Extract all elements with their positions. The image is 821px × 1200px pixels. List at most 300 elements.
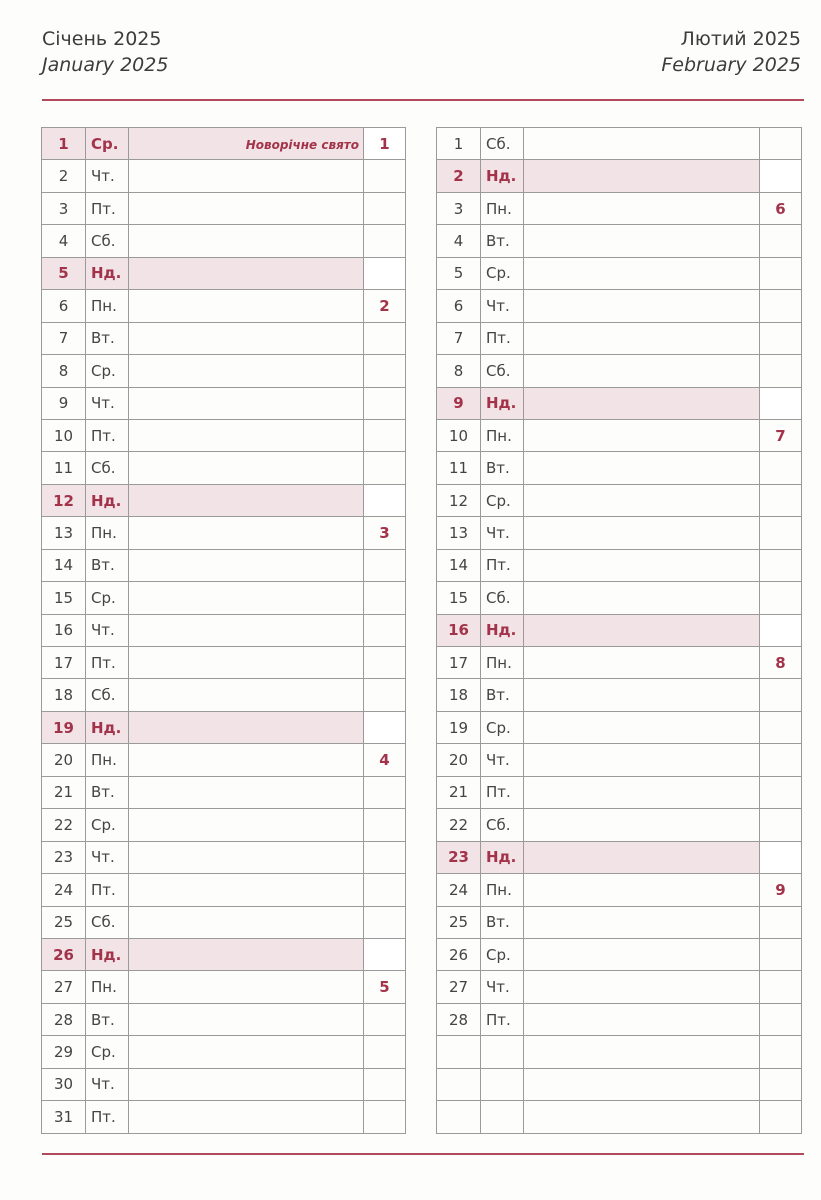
week-number (760, 906, 802, 938)
note-cell[interactable] (129, 192, 364, 224)
day-row[interactable] (437, 322, 802, 354)
note-cell[interactable] (129, 419, 364, 451)
weekday-label: Ср. (86, 128, 129, 160)
day-number: 17 (42, 647, 86, 679)
day-row[interactable] (437, 582, 802, 614)
note-cell[interactable] (129, 938, 364, 970)
day-number: 20 (437, 744, 481, 776)
day-row[interactable] (42, 257, 406, 289)
day-row[interactable] (42, 776, 406, 808)
weekday-label: Ср. (86, 582, 129, 614)
day-row[interactable] (42, 128, 406, 160)
day-number: 27 (42, 971, 86, 1003)
day-row[interactable] (42, 874, 406, 906)
week-number (364, 776, 406, 808)
note-cell[interactable] (524, 841, 760, 873)
weekday-label: Сб. (481, 582, 524, 614)
note-cell[interactable] (129, 1036, 364, 1068)
weekday-label: Чт. (86, 387, 129, 419)
note-cell[interactable] (129, 874, 364, 906)
week-number (364, 452, 406, 484)
week-number (364, 809, 406, 841)
day-number: 11 (42, 452, 86, 484)
weekday-label: Чт. (86, 160, 129, 192)
day-number: 24 (437, 874, 481, 906)
note-cell[interactable] (524, 549, 760, 581)
weekday-label (481, 1036, 524, 1068)
weekday-label: Ср. (481, 484, 524, 516)
week-number (760, 225, 802, 257)
week-number (364, 387, 406, 419)
day-row[interactable] (42, 971, 406, 1003)
week-number: 6 (760, 192, 802, 224)
day-number: 7 (437, 322, 481, 354)
note-cell[interactable] (524, 971, 760, 1003)
week-number (364, 549, 406, 581)
week-number: 3 (364, 517, 406, 549)
day-number: 21 (42, 776, 86, 808)
week-number (760, 582, 802, 614)
month-title-ua: Січень 2025 (42, 28, 162, 50)
weekday-label: Ср. (481, 938, 524, 970)
weekday-label: Пн. (86, 517, 129, 549)
weekday-label: Вт. (86, 776, 129, 808)
day-number: 8 (437, 355, 481, 387)
day-row[interactable] (42, 355, 406, 387)
weekday-label: Сб. (86, 225, 129, 257)
day-number: 16 (42, 614, 86, 646)
day-number: 1 (437, 128, 481, 160)
day-number: 9 (42, 387, 86, 419)
day-number: 4 (42, 225, 86, 257)
weekday-label: Вт. (86, 1003, 129, 1035)
day-number: 11 (437, 452, 481, 484)
day-row[interactable] (437, 874, 802, 906)
week-number (760, 517, 802, 549)
note-cell[interactable] (524, 582, 760, 614)
week-number (364, 1003, 406, 1035)
week-number (760, 257, 802, 289)
weekday-label: Пт. (86, 874, 129, 906)
day-number: 5 (42, 257, 86, 289)
day-number: 19 (437, 711, 481, 743)
weekday-label: Чт. (481, 971, 524, 1003)
weekday-label (481, 1101, 524, 1133)
weekday-label: Пн. (481, 192, 524, 224)
day-number: 21 (437, 776, 481, 808)
day-number: 1 (42, 128, 86, 160)
day-row[interactable] (437, 128, 802, 160)
week-number (760, 938, 802, 970)
day-number: 24 (42, 874, 86, 906)
weekday-label: Сб. (86, 906, 129, 938)
day-row[interactable] (437, 679, 802, 711)
day-number: 14 (437, 549, 481, 581)
week-number (760, 290, 802, 322)
day-row[interactable] (437, 355, 802, 387)
day-row[interactable] (42, 192, 406, 224)
note-cell[interactable] (129, 744, 364, 776)
weekday-label: Пт. (86, 1101, 129, 1133)
note-cell[interactable] (524, 906, 760, 938)
month-title-en: January 2025 (42, 54, 169, 76)
day-row[interactable] (42, 1068, 406, 1100)
day-row[interactable] (42, 225, 406, 257)
note-cell[interactable] (524, 160, 760, 192)
day-row[interactable] (42, 614, 406, 646)
february-header (661, 26, 801, 78)
footer-divider (42, 1153, 804, 1155)
day-row[interactable] (437, 938, 802, 970)
day-row[interactable] (437, 160, 802, 192)
day-row[interactable] (437, 290, 802, 322)
note-cell[interactable] (524, 874, 760, 906)
weekday-label: Вт. (481, 225, 524, 257)
note-cell[interactable] (524, 419, 760, 451)
day-number (437, 1068, 481, 1100)
weekday-label: Пт. (86, 419, 129, 451)
note-cell[interactable] (524, 1101, 760, 1133)
day-row[interactable] (42, 387, 406, 419)
day-row[interactable] (437, 614, 802, 646)
note-cell[interactable] (524, 355, 760, 387)
weekday-label: Пн. (86, 971, 129, 1003)
day-row[interactable] (42, 549, 406, 581)
day-number: 19 (42, 711, 86, 743)
january-header (42, 26, 168, 78)
weekday-label: Нд. (86, 484, 129, 516)
weekday-label: Пн. (86, 290, 129, 322)
day-row[interactable] (42, 679, 406, 711)
day-row[interactable] (42, 809, 406, 841)
week-number (364, 906, 406, 938)
week-number (760, 355, 802, 387)
week-number (364, 355, 406, 387)
note-cell[interactable] (129, 257, 364, 289)
day-number: 16 (437, 614, 481, 646)
week-number (760, 679, 802, 711)
weekday-label: Нд. (86, 711, 129, 743)
day-row[interactable] (42, 160, 406, 192)
day-row[interactable] (437, 225, 802, 257)
weekday-label: Вт. (86, 549, 129, 581)
note-cell[interactable] (129, 906, 364, 938)
note-cell[interactable] (129, 225, 364, 257)
day-row[interactable] (437, 841, 802, 873)
note-cell[interactable] (524, 1003, 760, 1035)
day-row[interactable] (42, 841, 406, 873)
week-number (760, 971, 802, 1003)
week-number (364, 1036, 406, 1068)
day-row[interactable] (42, 517, 406, 549)
month-title-en: February 2025 (661, 54, 801, 76)
note-cell[interactable] (524, 517, 760, 549)
day-row[interactable] (42, 647, 406, 679)
day-row[interactable] (437, 549, 802, 581)
note-cell[interactable] (129, 355, 364, 387)
note-cell[interactable] (129, 290, 364, 322)
weekday-label: Ср. (481, 711, 524, 743)
day-number: 13 (437, 517, 481, 549)
week-number (364, 160, 406, 192)
note-cell[interactable] (129, 549, 364, 581)
weekday-label: Пт. (86, 647, 129, 679)
day-row[interactable] (42, 1101, 406, 1133)
week-number (364, 614, 406, 646)
day-row[interactable] (437, 484, 802, 516)
day-number: 6 (42, 290, 86, 322)
weekday-label: Вт. (86, 322, 129, 354)
note-cell[interactable] (524, 128, 760, 160)
day-number (437, 1101, 481, 1133)
day-row[interactable] (437, 647, 802, 679)
february-calendar-table (436, 127, 802, 1134)
day-row[interactable] (42, 484, 406, 516)
day-number: 7 (42, 322, 86, 354)
weekday-label (481, 1068, 524, 1100)
day-number: 23 (42, 841, 86, 873)
day-row[interactable] (437, 1068, 802, 1100)
note-cell[interactable] (524, 614, 760, 646)
week-number (760, 128, 802, 160)
note-cell[interactable] (129, 971, 364, 1003)
week-number (364, 711, 406, 743)
week-number (760, 549, 802, 581)
weekday-label: Нд. (86, 257, 129, 289)
weekday-label: Ср. (86, 355, 129, 387)
day-row[interactable] (437, 1101, 802, 1133)
week-number: 2 (364, 290, 406, 322)
day-number: 22 (42, 809, 86, 841)
weekday-label: Пн. (86, 744, 129, 776)
day-number: 20 (42, 744, 86, 776)
day-number: 27 (437, 971, 481, 1003)
day-row[interactable] (42, 1036, 406, 1068)
day-row[interactable] (437, 192, 802, 224)
weekday-label: Пн. (481, 647, 524, 679)
week-number (364, 874, 406, 906)
day-row[interactable] (42, 322, 406, 354)
week-number: 7 (760, 419, 802, 451)
week-number (760, 711, 802, 743)
day-number: 22 (437, 809, 481, 841)
day-row[interactable] (437, 776, 802, 808)
week-number (760, 1101, 802, 1133)
weekday-label: Чт. (481, 290, 524, 322)
day-row[interactable] (437, 971, 802, 1003)
weekday-label: Сб. (481, 128, 524, 160)
day-row[interactable] (42, 419, 406, 451)
day-number: 6 (437, 290, 481, 322)
day-number: 28 (437, 1003, 481, 1035)
day-number: 26 (42, 938, 86, 970)
week-number (760, 1068, 802, 1100)
weekday-label: Ср. (86, 809, 129, 841)
note-cell[interactable] (524, 647, 760, 679)
week-number: 1 (364, 128, 406, 160)
week-number (760, 452, 802, 484)
day-number: 31 (42, 1101, 86, 1133)
weekday-label: Пт. (86, 192, 129, 224)
holiday-label: Новорічне свято (245, 137, 359, 152)
day-row[interactable] (437, 1003, 802, 1035)
week-number (760, 776, 802, 808)
day-number: 3 (437, 192, 481, 224)
note-cell[interactable] (524, 776, 760, 808)
week-number (364, 322, 406, 354)
week-number (760, 1003, 802, 1035)
week-number (760, 322, 802, 354)
day-number: 5 (437, 257, 481, 289)
day-number: 2 (437, 160, 481, 192)
day-number: 10 (42, 419, 86, 451)
day-number: 12 (437, 484, 481, 516)
note-cell[interactable] (129, 809, 364, 841)
note-cell[interactable] (524, 679, 760, 711)
note-cell[interactable] (129, 1068, 364, 1100)
day-number: 15 (437, 582, 481, 614)
day-row[interactable] (42, 452, 406, 484)
note-cell[interactable] (524, 711, 760, 743)
week-number (760, 1036, 802, 1068)
day-number: 18 (437, 679, 481, 711)
day-number: 29 (42, 1036, 86, 1068)
weekday-label: Ср. (86, 1036, 129, 1068)
day-row[interactable] (42, 582, 406, 614)
month-title-ua: Лютий 2025 (680, 28, 801, 50)
weekday-label: Чт. (481, 744, 524, 776)
note-cell[interactable] (524, 1036, 760, 1068)
weekday-label: Пн. (481, 874, 524, 906)
day-row[interactable] (437, 744, 802, 776)
week-number (364, 679, 406, 711)
day-row[interactable] (437, 809, 802, 841)
weekday-label: Сб. (481, 355, 524, 387)
week-number (364, 938, 406, 970)
day-row[interactable] (42, 938, 406, 970)
day-number: 25 (42, 906, 86, 938)
day-row[interactable] (437, 1036, 802, 1068)
day-number: 8 (42, 355, 86, 387)
day-row[interactable] (437, 387, 802, 419)
weekday-label: Вт. (481, 679, 524, 711)
week-number: 5 (364, 971, 406, 1003)
note-cell[interactable] (524, 938, 760, 970)
note-cell[interactable] (129, 160, 364, 192)
weekday-label: Сб. (86, 679, 129, 711)
weekday-label: Чт. (86, 614, 129, 646)
note-cell[interactable] (524, 257, 760, 289)
day-number: 30 (42, 1068, 86, 1100)
note-cell[interactable] (524, 192, 760, 224)
note-cell[interactable] (129, 647, 364, 679)
day-number: 13 (42, 517, 86, 549)
note-cell[interactable] (129, 711, 364, 743)
week-number (760, 387, 802, 419)
day-number: 23 (437, 841, 481, 873)
note-cell[interactable] (524, 484, 760, 516)
note-cell[interactable] (129, 841, 364, 873)
note-cell[interactable] (524, 387, 760, 419)
weekday-label: Нд. (481, 160, 524, 192)
weekday-label: Пт. (481, 549, 524, 581)
day-row[interactable] (437, 419, 802, 451)
note-cell[interactable] (129, 128, 364, 160)
day-number: 10 (437, 419, 481, 451)
day-row[interactable] (42, 711, 406, 743)
day-number: 18 (42, 679, 86, 711)
week-number (760, 809, 802, 841)
note-cell[interactable] (129, 387, 364, 419)
note-cell[interactable] (524, 809, 760, 841)
note-cell[interactable] (129, 452, 364, 484)
week-number (364, 647, 406, 679)
day-row[interactable] (437, 711, 802, 743)
note-cell[interactable] (524, 290, 760, 322)
day-number: 12 (42, 484, 86, 516)
weekday-label: Нд. (481, 387, 524, 419)
week-number (364, 582, 406, 614)
note-cell[interactable] (524, 744, 760, 776)
week-number (760, 841, 802, 873)
note-cell[interactable] (129, 679, 364, 711)
note-cell[interactable] (524, 1068, 760, 1100)
note-cell[interactable] (129, 1101, 364, 1133)
day-row[interactable] (42, 906, 406, 938)
weekday-label: Нд. (481, 614, 524, 646)
weekday-label: Чт. (86, 1068, 129, 1100)
note-cell[interactable] (129, 1003, 364, 1035)
note-cell[interactable] (129, 582, 364, 614)
day-row[interactable] (437, 517, 802, 549)
note-cell[interactable] (129, 614, 364, 646)
week-number (364, 225, 406, 257)
weekday-label: Нд. (481, 841, 524, 873)
week-number: 4 (364, 744, 406, 776)
day-row[interactable] (42, 744, 406, 776)
day-number: 14 (42, 549, 86, 581)
note-cell[interactable] (524, 225, 760, 257)
day-number: 28 (42, 1003, 86, 1035)
weekday-label: Сб. (481, 809, 524, 841)
weekday-label: Вт. (481, 452, 524, 484)
note-cell[interactable] (129, 776, 364, 808)
day-row[interactable] (437, 257, 802, 289)
week-number (760, 744, 802, 776)
note-cell[interactable] (524, 322, 760, 354)
week-number (364, 257, 406, 289)
week-number (364, 1068, 406, 1100)
weekday-label: Сб. (86, 452, 129, 484)
note-cell[interactable] (524, 452, 760, 484)
note-cell[interactable] (129, 484, 364, 516)
note-cell[interactable] (129, 322, 364, 354)
week-number (760, 484, 802, 516)
day-number: 15 (42, 582, 86, 614)
week-number (364, 484, 406, 516)
day-row[interactable] (437, 906, 802, 938)
day-row[interactable] (42, 290, 406, 322)
note-cell[interactable] (129, 517, 364, 549)
weekday-label: Пт. (481, 1003, 524, 1035)
week-number (364, 419, 406, 451)
day-row[interactable] (42, 1003, 406, 1035)
week-number (760, 614, 802, 646)
day-number: 9 (437, 387, 481, 419)
day-number: 2 (42, 160, 86, 192)
day-row[interactable] (437, 452, 802, 484)
week-number: 8 (760, 647, 802, 679)
